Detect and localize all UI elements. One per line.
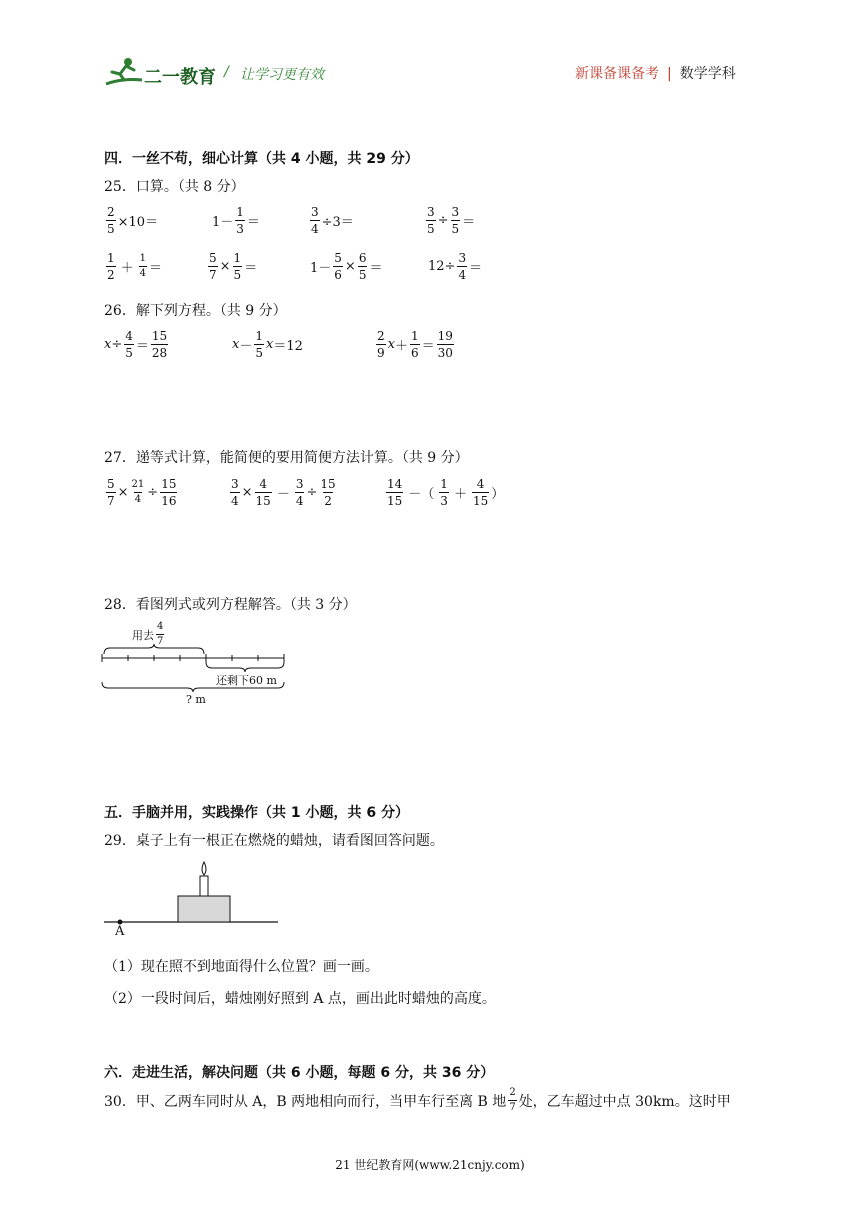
q26-equation-1: x ÷ $\frac{4}{5}$ ＝ 15 28 xyxy=(104,329,168,360)
q25-item-6: $\frac{5}{7}$ × $\frac{1}{5}$ ＝ xyxy=(209,251,258,282)
used-label: 用去 4 7 xyxy=(132,621,164,647)
section4-title: 四．一丝不苟，细心计算（共 4 小题，共 29 分） xyxy=(104,151,419,167)
q25-item-8: 12÷ $\frac{3}{4}$ ＝ xyxy=(428,251,483,282)
q25-item-4: $\frac{3}{5}$ ÷ $\frac{3}{5}$ ＝ xyxy=(427,205,476,236)
total-label: ? m xyxy=(186,693,206,706)
header-subject: 数学学科 xyxy=(679,66,736,82)
page-footer: 21 世纪教育网(www.21cnjy.com) xyxy=(335,1158,525,1172)
q29-sub-2: （2）一段时间后，蜡烛刚好照到 A 点，画出此时蜡烛的高度。 xyxy=(104,991,496,1007)
logo-text: 二一教育 xyxy=(144,67,216,88)
q26-equation-3: 2 9 x ＋ 1 6 ＝ 19 30 xyxy=(377,329,453,360)
q29-title: 29．桌子上有一根正在燃烧的蜡烛，请看图回答问题。 xyxy=(104,833,444,849)
q27-expression-1: $\frac{5}{7}$ × $\frac{21}{4}$ ÷ $\frac{15}{16}$ xyxy=(107,477,177,508)
q26-title: 26．解下列方程。（共 9 分） xyxy=(104,303,287,319)
header-right xyxy=(575,63,736,83)
remain-label: 还剩下60 m xyxy=(216,674,277,687)
q26-equation-2: x － 1 5 x ＝12 xyxy=(232,329,303,360)
section6-title: 六．走进生活，解决问题（共 6 小题，每题 6 分，共 36 分） xyxy=(104,1065,495,1081)
section5-title: 五．手脑并用，实践操作（共 1 小题，共 6 分） xyxy=(104,805,409,821)
point-a-label: A xyxy=(115,924,125,939)
slogan-separator: / xyxy=(224,64,229,80)
q28-title: 28．看图列式或列方程解答。（共 3 分） xyxy=(104,597,357,613)
q25-title: 25．口算。（共 8 分） xyxy=(104,179,245,195)
q27-expression-3: 14 15 －（ 1 3 ＋ 4 15 ） xyxy=(387,477,505,508)
q29-diagram xyxy=(100,858,282,942)
q28-diagram xyxy=(100,620,290,706)
q25-item-1: $\frac{2}{5}$ ×10＝ xyxy=(107,205,159,236)
q25-item-5: 1 2 ＋ 1 4 ＝ xyxy=(107,251,163,282)
q25-item-3: $\frac{3}{4}$ ÷3＝ xyxy=(311,205,354,236)
header-tagline: 新课备课备考 xyxy=(575,66,659,82)
logo-runner-icon xyxy=(102,56,144,88)
q25-item-7: 1－ $\frac{5}{6}$ × $\frac{6}{5}$ ＝ xyxy=(310,251,383,282)
q29-sub-1: （1）现在照不到地面得什么位置？画一画。 xyxy=(104,959,379,975)
q27-title: 27．递等式计算，能简便的要用简便方法计算。（共 9 分） xyxy=(104,450,469,466)
q30-text: 30．甲、乙两车同时从 A，B 两地相向而行，当甲车行至离 B 地 2 7 处，乙车超过中点 30km。这时甲 xyxy=(104,1087,731,1113)
q25-item-2: 1－ 1 3 ＝ xyxy=(212,205,260,236)
candle-diagram xyxy=(100,858,282,942)
header xyxy=(100,56,760,92)
header-separator: | xyxy=(667,66,672,82)
q27-expression-2: $\frac{3}{4}$ × $\frac{4}{15}$ － $\frac{3}{4}$ ÷ $\frac{15}{2}$ xyxy=(231,477,336,508)
slogan: 让学习更有效 xyxy=(240,67,324,83)
